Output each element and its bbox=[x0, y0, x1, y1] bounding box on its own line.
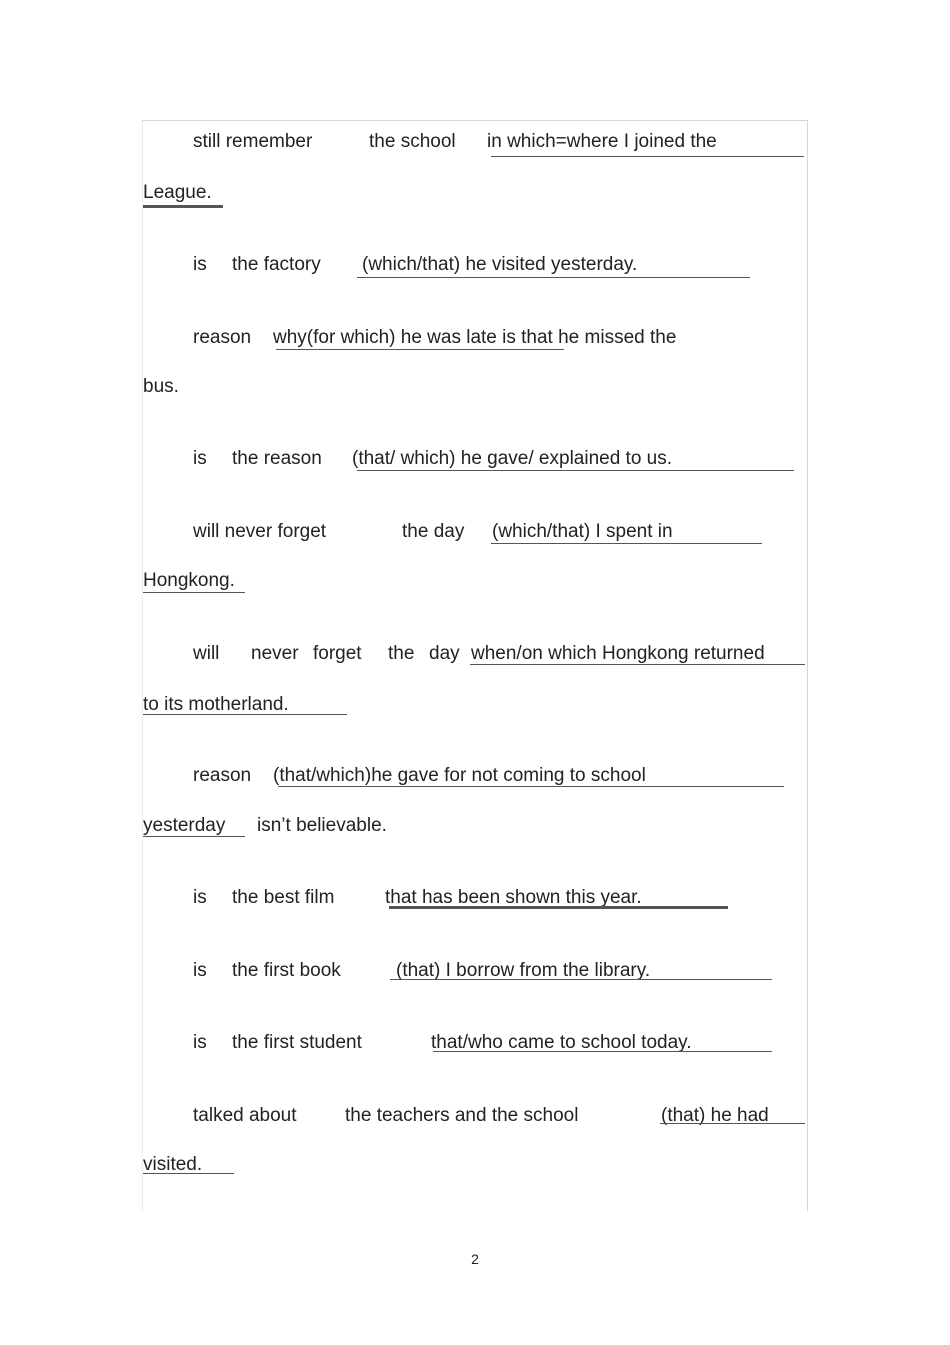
row-answer: in which=where I joined the bbox=[487, 131, 717, 152]
row-continuation: to its motherland. bbox=[143, 694, 289, 715]
row-continuation: visited. bbox=[143, 1154, 203, 1175]
answer-underline bbox=[276, 349, 564, 350]
answer-underline bbox=[660, 1123, 805, 1124]
answer-underline bbox=[389, 906, 728, 909]
row-continuation: yesterday bbox=[143, 815, 226, 836]
row-antecedent: the day bbox=[402, 521, 465, 542]
row-continuation-tail: isn’t believable. bbox=[257, 815, 387, 836]
row-antecedent: the best film bbox=[232, 887, 335, 908]
row-prefix: is bbox=[193, 1032, 207, 1053]
answer-underline bbox=[390, 979, 772, 980]
row-prefix: is bbox=[193, 448, 207, 469]
row-word: never bbox=[251, 643, 299, 664]
row-prefix: still remember bbox=[193, 131, 313, 152]
row-answer: when/on which Hongkong returned bbox=[471, 643, 765, 664]
row-answer: (which/that) he visited yesterday. bbox=[362, 254, 638, 275]
answer-underline bbox=[433, 1051, 772, 1052]
row-word: the bbox=[388, 643, 415, 664]
row-answer: (that) I borrow from the library. bbox=[396, 960, 651, 981]
row-answer: (that) he had bbox=[661, 1105, 769, 1126]
answer-underline bbox=[143, 205, 223, 208]
row-prefix: reason bbox=[193, 327, 252, 348]
answer-underline bbox=[357, 277, 750, 278]
row-answer: why(for which) he was late is that he missed the bbox=[273, 327, 677, 348]
row-answer: that has been shown this year. bbox=[385, 887, 642, 908]
answer-underline bbox=[491, 543, 762, 544]
row-antecedent: the factory bbox=[232, 254, 321, 275]
answer-underline bbox=[357, 470, 794, 471]
row-antecedent: the teachers and the school bbox=[345, 1105, 579, 1126]
row-antecedent: the school bbox=[369, 131, 456, 152]
row-prefix: is bbox=[193, 254, 207, 275]
row-prefix: will never forget bbox=[193, 521, 327, 542]
row-prefix: is bbox=[193, 960, 207, 981]
answer-underline bbox=[143, 714, 347, 715]
answer-underline bbox=[143, 1173, 234, 1174]
row-prefix: will bbox=[193, 643, 220, 664]
answer-underline bbox=[143, 592, 245, 593]
page-number: 2 bbox=[471, 1251, 479, 1267]
row-prefix: is bbox=[193, 887, 207, 908]
row-answer: (which/that) I spent in bbox=[492, 521, 673, 542]
row-antecedent: day bbox=[429, 643, 460, 664]
row-prefix: reason bbox=[193, 765, 252, 786]
answer-underline bbox=[470, 664, 805, 665]
row-continuation: bus. bbox=[143, 376, 179, 397]
answer-underline bbox=[278, 786, 784, 787]
row-word: forget bbox=[313, 643, 362, 664]
answer-underline bbox=[143, 836, 245, 837]
row-antecedent: the first book bbox=[232, 960, 341, 981]
row-antecedent: the first student bbox=[232, 1032, 362, 1053]
row-continuation: League. bbox=[143, 182, 212, 203]
row-antecedent: the reason bbox=[232, 448, 322, 469]
row-answer: (that/which)he gave for not coming to school bbox=[273, 765, 646, 786]
row-prefix: talked about bbox=[193, 1105, 297, 1126]
row-answer: that/who came to school today. bbox=[431, 1032, 692, 1053]
row-answer: (that/ which) he gave/ explained to us. bbox=[352, 448, 673, 469]
answer-underline bbox=[491, 156, 804, 157]
row-continuation: Hongkong. bbox=[143, 570, 235, 591]
